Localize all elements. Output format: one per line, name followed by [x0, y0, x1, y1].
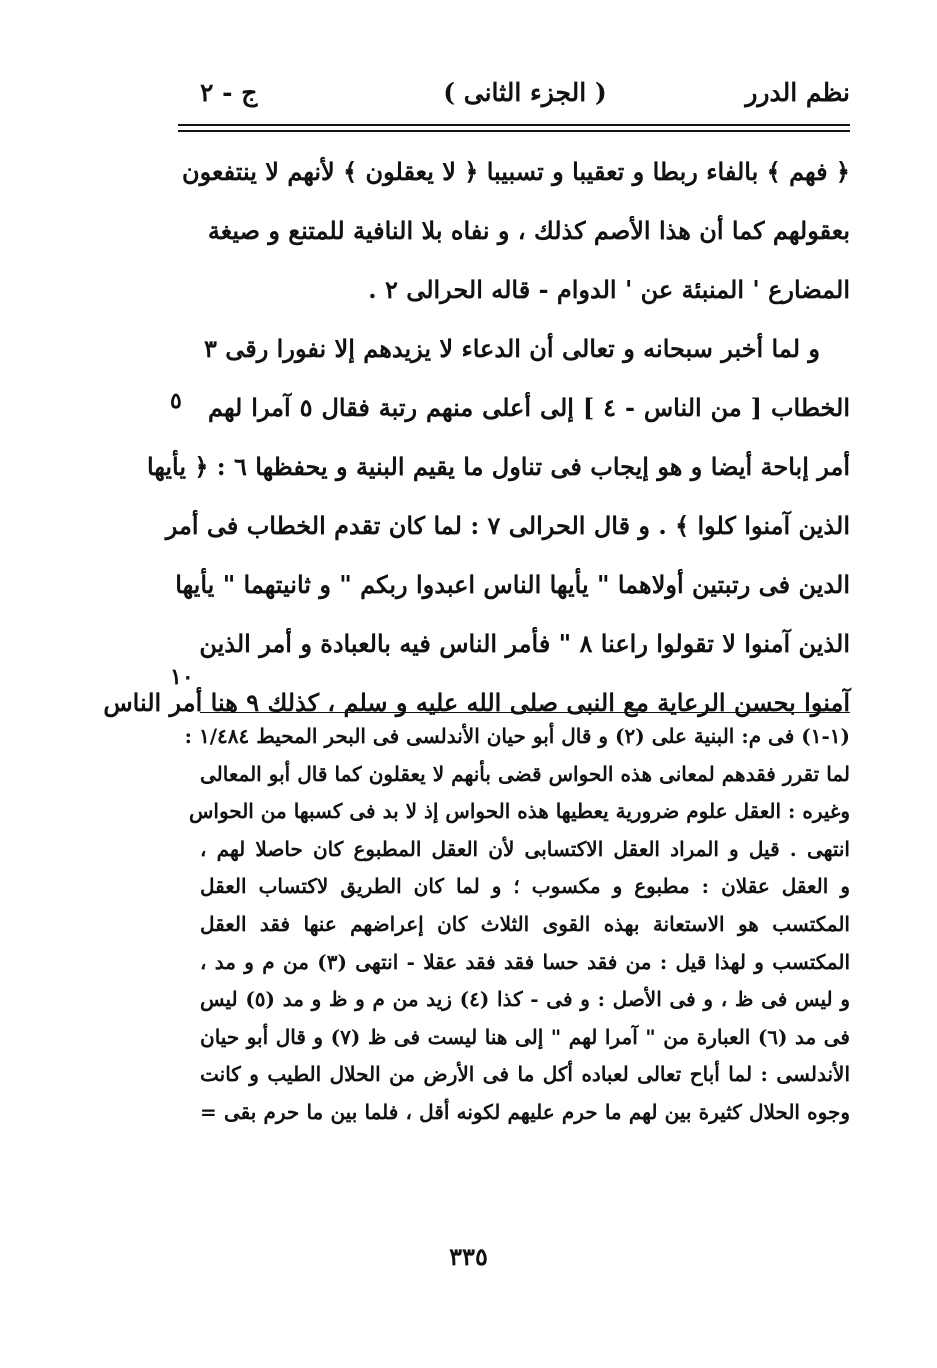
body-line-8: الدين فى رتبتين أولاهما " يأيها الناس اعبدوا ربكم " و ثانيتهما " يأيها: [175, 570, 850, 599]
footnote-line-1: (١-١) فى م: البنية على (٢) و قال أبو حيان الأندلسى فى البحر المحيط ١/٤٨٤ :: [184, 724, 850, 748]
body-line-5: الخطاب [ من الناس - ٤ ] إلى أعلى منهم رتبة فقال ٥ آمرا لهم: [208, 393, 851, 422]
footnote-line-2: لما تقرر فقدهم لمعانى هذه الحواس قضى بأنهم لا يعقلون كما قال أبو المعالى: [200, 761, 850, 786]
footnote-line-3: وغيره : العقل علوم ضرورية يعطيها هذه الحواس إذ لا بد فى كسبها من الحواس: [188, 799, 850, 824]
body-line-1: ﴿ فهم ﴾ بالفاء ربطا و تعقيبا و تسبيبا ﴿ لا يعقلون ﴾ لأنهم لا ينتفعون: [182, 157, 850, 186]
header-rule-bottom: [178, 130, 850, 132]
book-title: نظم الدرر: [745, 78, 850, 107]
footnote-line-10: الأندلسى : لما أباح تعالى لعباده أكل ما فى الأرض من الحلال الطيب و كانت: [200, 1062, 850, 1087]
header-rule-top: [178, 124, 850, 126]
body-line-9: الذين آمنوا لا تقولوا راعنا ٨ " فأمر الناس فيه بالعبادة و أمر الذين: [199, 629, 850, 658]
running-header: [200, 78, 850, 118]
part-label: ( الجزء الثانى ): [443, 78, 607, 107]
body-line-3: المضارع ' المنبئة عن ' الدوام - قاله الحرالى ٢ .: [368, 275, 850, 304]
line-marker-5: ٥: [170, 388, 182, 414]
footnote-line-4: انتهى . قيل و المراد العقل الاكتسابى لأن العقل المطبوع كان حاصلا لهم ،: [200, 836, 850, 861]
body-line-6: أمر إباحة أيضا و هو إيجاب فى تناول ما يقيم البنية و يحفظها ٦ : ﴿ يأيها: [146, 452, 850, 481]
footnote-line-9: فى مد (٦) العبارة من " آمرا لهم " إلى هنا ليست فى ظ (٧) و قال أبو حيان: [200, 1024, 850, 1049]
body-line-2: بعقولهم كما أن هذا الأصم كذلك ، و نفاه بلا النافية للمتنع و صيغة: [207, 216, 850, 245]
body-line-7: الذين آمنوا كلوا ﴾ . و قال الحرالى ٧ : لما كان تقدم الخطاب فى أمر: [165, 511, 850, 540]
line-marker-10: ١٠: [170, 664, 194, 690]
body-line-10: آمنوا بحسن الرعاية مع النبى صلى الله عليه و سلم ، كذلك ٩ هنا أمر الناس: [103, 688, 850, 717]
footnote-line-11: وجوه الحلال كثيرة بين لهم ما حرم عليهم لكونه أقل ، فلما بين ما حرم بقى =: [200, 1099, 850, 1124]
footnote-line-8: و ليس فى ظ ، و فى الأصل : و فى - كذا (٤) زيد من م و ظ و مد (٥) ليس: [200, 987, 850, 1012]
footnote-separator: [200, 712, 850, 713]
body-line-4: و لما أخبر سبحانه و تعالى أن الدعاء لا يزيدهم إلا نفورا رقى ٣: [204, 334, 820, 363]
footnote-line-7: المكتسب و لهذا قيل : من فقد حسا فقد فقد عقلا - انتهى (٣) من م و مد ،: [200, 949, 851, 974]
page-number: ٣٣٥: [449, 1242, 488, 1271]
footnotes: [184, 718, 851, 1132]
footnote-line-6: المكتسب هو الاستعانة بهذه القوى الثلاث كان إعراضهم عنها فقد العقل: [200, 911, 850, 936]
footnote-line-5: و العقل عقلان : مطبوع و مكسوب ؛ و لما كان الطريق لاكتساب العقل: [200, 874, 850, 899]
volume-reference: ج - ٢: [200, 78, 258, 107]
